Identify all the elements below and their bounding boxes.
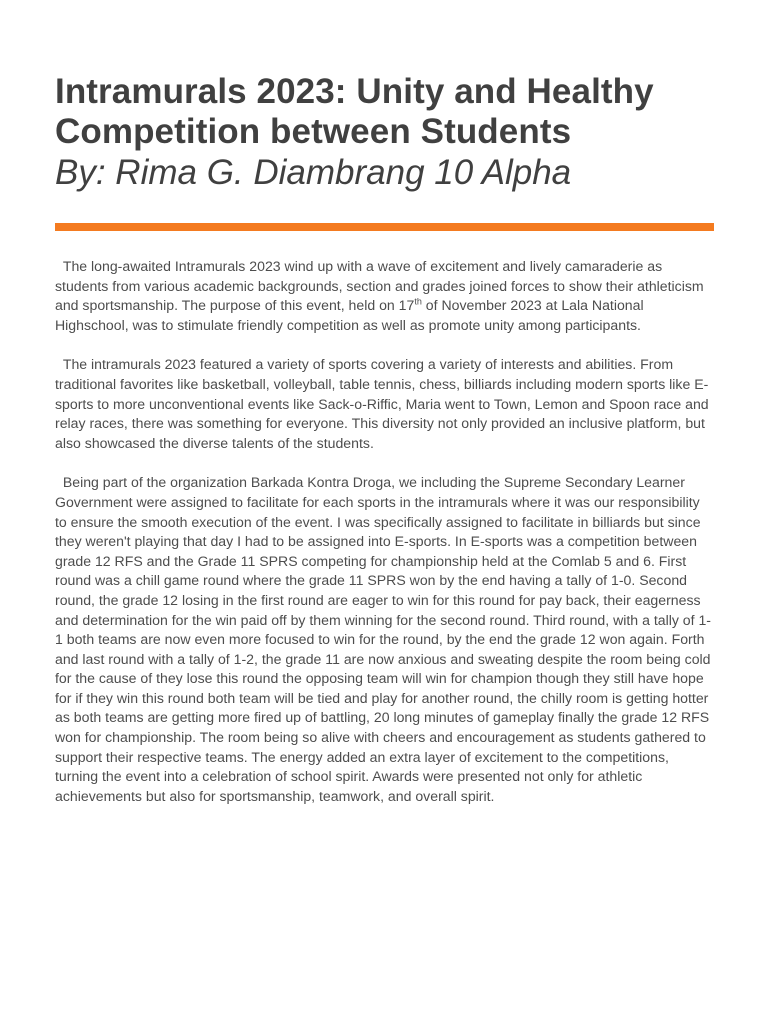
article-byline: By: Rima G. Diambrang 10 Alpha bbox=[55, 153, 572, 192]
paragraph-3: Being part of the organization Barkada Kontra Droga, we including the Supreme Secondary Learner Government were assigned to facilitate for each sports in the intramurals where it was our responsibility to ensure the smooth execution of the event. I was specifically assigned to facilitate in billiards but since they weren't playing that day I had to be assigned into E-sports. In E-sports was a competition between grade 12 RFS and the Grade 11 SPRS competing for championship held at the Comlab 5 and 6. First round was a chill game round where the grade 11 SPRS won by the end having a tally of 1-0. Second round, the grade 12 losing in the first round are eager to win for this round for pay back, their eagerness and determination for the win paid off by them winning for the second round. Third round, with a tally of 1-1 both teams are now even more focused to win for the round, by the end the grade 12 won again. Forth and last round with a tally of 1-2, the grade 11 are now anxious and sweating despite the room being cold for the cause of they lose this round the opposing team will win for champion though they still have hope for if they win this round both team will be tied and play for another round, the chilly room is getting hotter as both teams are getting more fired up of battling, 20 long minutes of gameplay finally the grade 12 RFS won for championship. The room being so alive with cheers and encouragement as students gathered to support their respective teams. The energy added an extra layer of excitement to the competitions, turning the event into a celebration of school spirit. Awards were presented not only for athletic achievements but also for sportsmanship, teamwork, and overall spirit. bbox=[55, 474, 711, 804]
paragraph-1-superscript: th bbox=[414, 296, 422, 307]
paragraph-1 bbox=[55, 257, 715, 335]
orange-divider bbox=[55, 223, 714, 231]
paragraph-2: The intramurals 2023 featured a variety of sports covering a variety of interests and abilities. From traditional favorites like basketball, volleyball, table tennis, chess, billiards including modern sports like E-sports to more unconventional events like Sack-o-Riffic, Maria went to Town, Lemon and Spoon race and relay races, there was something for everyone. This diversity not only provided an inclusive platform, but also showcased the diverse talents of the students. bbox=[55, 356, 709, 451]
article-title: Intramurals 2023: Unity and Healthy Competition between Students bbox=[55, 72, 654, 151]
paragraph-1-text-a: The long-awaited Intramurals 2023 wind up with a wave of excitement and lively camaraderie as students from various academic backgrounds, section and grades joined forces to show their athleticism and sportsmanship. The purpose of this event, held on 17 bbox=[55, 258, 704, 314]
document-page bbox=[55, 72, 715, 826]
paragraph-1-text-b: of November 2023 at Lala National Highschool, was to stimulate friendly competition as well as promote unity among participants. bbox=[55, 297, 644, 333]
